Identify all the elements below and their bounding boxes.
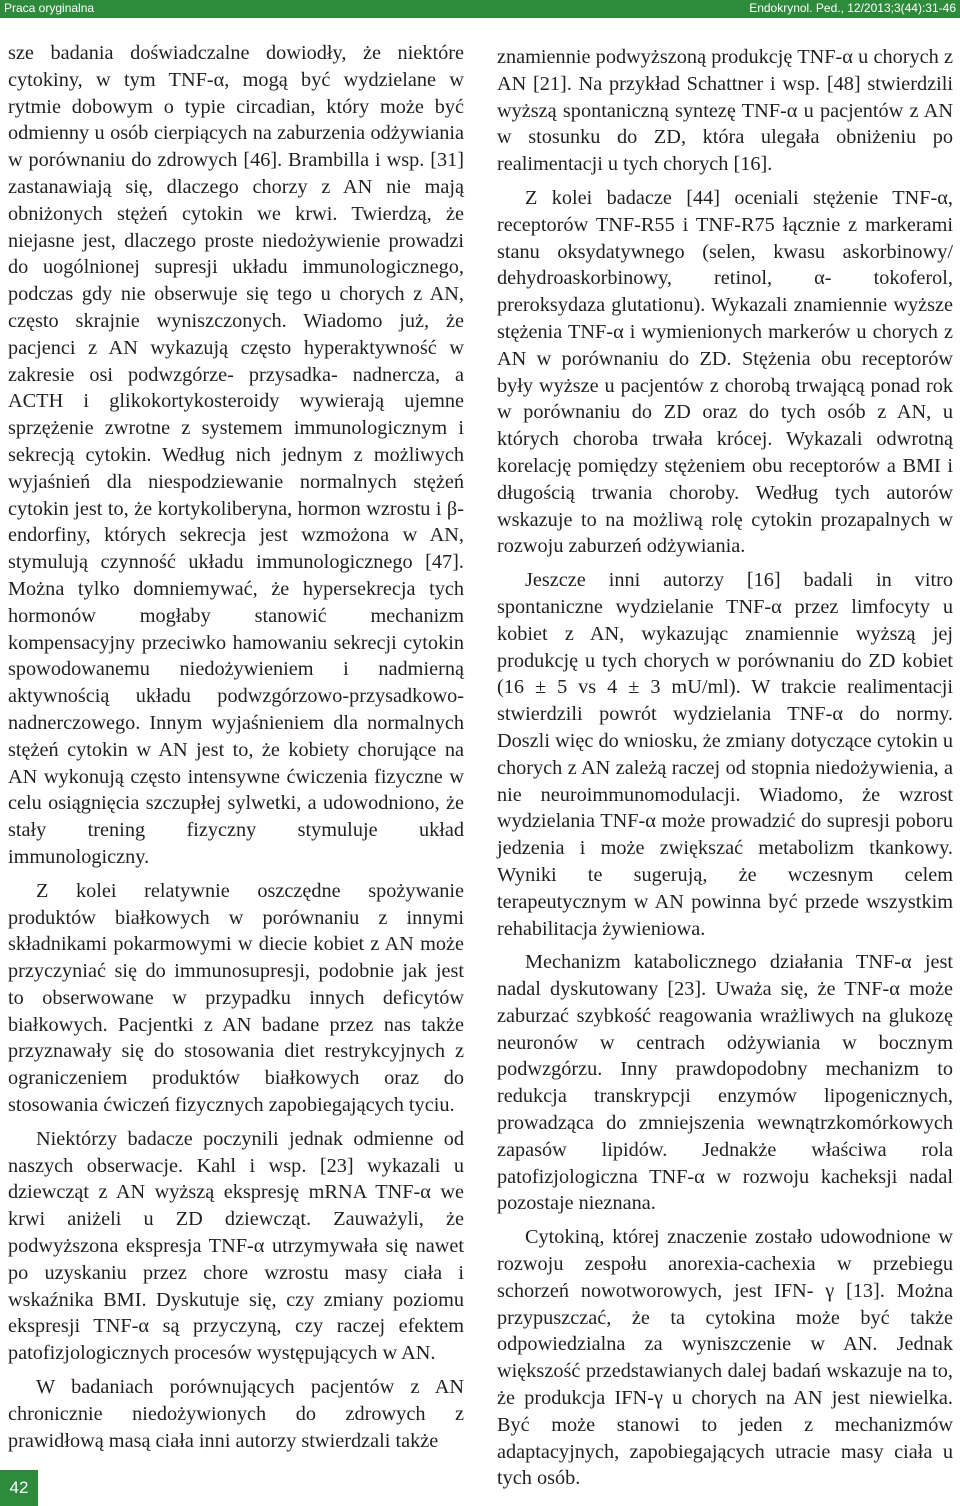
paragraph: Mechanizm katabolicznego działania TNF-α jest nadal dyskutowany [23]. Uważa się, że TNF-α może zaburzać szybkość reagowania wrażliwych na glukozę neuronów w centrach odżywiania w bocznym podwzgórzu. Inny prawdopodobny mechanizm to redukcja transkrypcji enzymów lipogenicznych, prowadząca do zmniejszenia wewnątrzkomórkowych zapasów lipidów. Jednakże właściwa rola patofizjologiczna TNF-α w rozwoju kacheksji nadal pozostaje nieznana. (497, 951, 953, 1215)
paragraph: Niektórzy badacze poczynili jednak odmienne od naszych obserwacje. Kahl i wsp. [23] wykazali u dziewcząt z AN wyższą ekspresję mRNA TNF-α we krwi aniżeli u ZD dziewcząt. Zauważyli, że podwyższona ekspresja TNF-α utrzymywała się nawet po uzyskaniu przez chore wzrostu masy ciała i wskaźnika BMI. Dyskutuje się, czy zmiany poziomu ekspresji TNF-α są przyczyną, czy raczej efektem patofizjologicznych procesów występujących w AN. (8, 1127, 464, 1365)
paragraph: Z kolei relatywnie oszczędne spożywanie produktów białkowych w porównaniu z innymi składnikami pokarmowymi w diecie kobiet z AN może przyczyniać się do immunosupresji, podobnie jak jest to obserwowane w przypadku innych deficytów białkowych. Pacjentki z AN badane przez nas także przyznawały się do stosowania diet restrykcyjnych z ograniczeniem produktów białkowych oraz do stosowania ćwiczeń fizycznych zapobiegających tyciu. (8, 879, 464, 1117)
journal-citation: Endokrynol. Ped., 12/2013;3(44):31-46 (749, 1, 956, 15)
paragraph: Cytokiną, której znaczenie zostało udowodnione w rozwoju zespołu anorexia-cachexia w przebiegu schorzeń nowotworowych, jest IFN- γ [13]. Można przypuszczać, że ta cytokina może być także odpowiedzialna za wyniszczenie w AN. Jednak większość przedstawianych dalej badań wskazuje na to, że produkcja IFN-γ u chorych na AN jest niewielka. Być może stanowi to jeden z mechanizmów adaptacyjnych, zapobiegających utracie masy ciała u tych osób. (497, 1226, 953, 1490)
paragraph: sze badania doświadczalne dowiodły, że niektóre cytokiny, w tym TNF-α, mogą być wydzielane w rytmie dobowym o typie circadian, który może być odmienny u osób cierpiących na zaburzenia odżywiania w porównaniu do zdrowych [46]. Brambilla i wsp. [31] zastanawiają się, dlaczego chorzy z AN nie mają obniżonych stężeń cytokin we krwi. Twierdzą, że niejasne jest, dlaczego proste niedożywienie prowadzi do uogólnionej supresji układu immunologicznego, podczas gdy nie obserwuje się tego u chorych z AN, często skrajnie wyniszczonych. Wiadomo już, że pacjenci z AN wykazują często hyperaktywność w zakresie osi podwzgórze- przysadka- nadnercza, a ACTH i glikokortykosteroidy wywierają ujemne sprzężenie zwrotne z systemem immunologicznym i sekrecją cytokin. Według nich jednym z możliwych wyjaśnień dla niespodziewanie normalnych stężeń cytokin jest to, że kortykoliberyna, hormon wzrostu i β- endorfiny, których sekrecja jest wzmożona w AN, stymulują czynność układu immunologicznego [47]. Można tylko domniemywać, że hypersekrecja tych hormonów mogłaby stanowić mechanizm kompensacyjny przeciwko hamowaniu sekrecji cytokin spowodowanemu niedożywieniem i nadmierną aktywnością układu podwzgórzowo-przysadkowo- nadnerczowego. Innym wyjaśnieniem dla normalnych stężeń cytokin w AN jest to, że kobiety chorujące na AN wykonują często intensywne ćwiczenia fizyczne w celu osiągnięcia szczupłej sylwetki, a udowodniono, że stały trening fizyczny stymuluje układ immunologiczny. (8, 42, 464, 868)
page-number: 42 (9, 1478, 29, 1497)
right-column (497, 44, 953, 1499)
paragraph: znamiennie podwyższoną produkcję TNF-α u chorych z AN [21]. Na przykład Schattner i wsp. [48] stwierdzili wyższą spontaniczną syntezę TNF-α u pacjentów z AN w stosunku do ZD, która ulegała obniżeniu po realimentacji u tych chorych [16]. (497, 46, 953, 176)
header-bar (0, 0, 960, 18)
paragraph: Z kolei badacze [44] oceniali stężenie TNF-α, receptorów TNF-R55 i TNF-R75 łącznie z markerami stanu oksydatywnego (selen, kwasu askorbinowy/ dehydroaskorbinowy, retinol, α- tokoferol, preroksydaza glutationu). Wykazali znamiennie wyższe stężenia TNF-α i wymienionych markerów u chorych z AN w porównaniu do ZD. Stężenia obu receptorów były wyższe u pacjentów z chorobą trwającą ponad rok w porównaniu do ZD oraz do tych osób z AN, u których choroba trwała krócej. Wykazali odwrotną korelację pomiędzy stężeniem obu receptorów a BMI i długością trwania choroby. Według tych autorów wskazuje to na możliwą rolę cytokin prozapalnych w rozwoju zaburzeń odżywiania. (497, 186, 953, 558)
left-column (8, 40, 464, 1461)
paragraph: W badaniach porównujących pacjentów z AN chronicznie niedożywionych do zdrowych z prawidłową masą ciała inni autorzy stwierdzali także (8, 1376, 464, 1452)
page-number-box (0, 1470, 38, 1506)
paragraph: Jeszcze inni autorzy [16] badali in vitro spontaniczne wydzielanie TNF-α przez limfocyty u kobiet z AN, wykazując znamiennie wyższą jej produkcję u tych chorych w porównaniu do ZD kobiet (16 ± 5 vs 4 ± 3 mU/ml). W trakcie realimentacji stwierdzili powrót wydzielania TNF-α do normy. Doszli więc do wniosku, że zmiany dotyczące cytokin u chorych z AN zależą raczej od stopnia niedożywienia, a nie neuroimmunomodulacji. Wiadomo, że wzrost wydzielania TNF-α może prowadzić do supresji poboru jedzenia i może zwiększać metabolizm tkankowy. Wyniki te sugerują, że wczesnym celem terapeutycznym w AN powinna być przede wszystkim rehabilitacja żywieniowa. (497, 569, 953, 940)
article-type-label: Praca oryginalna (4, 1, 95, 15)
